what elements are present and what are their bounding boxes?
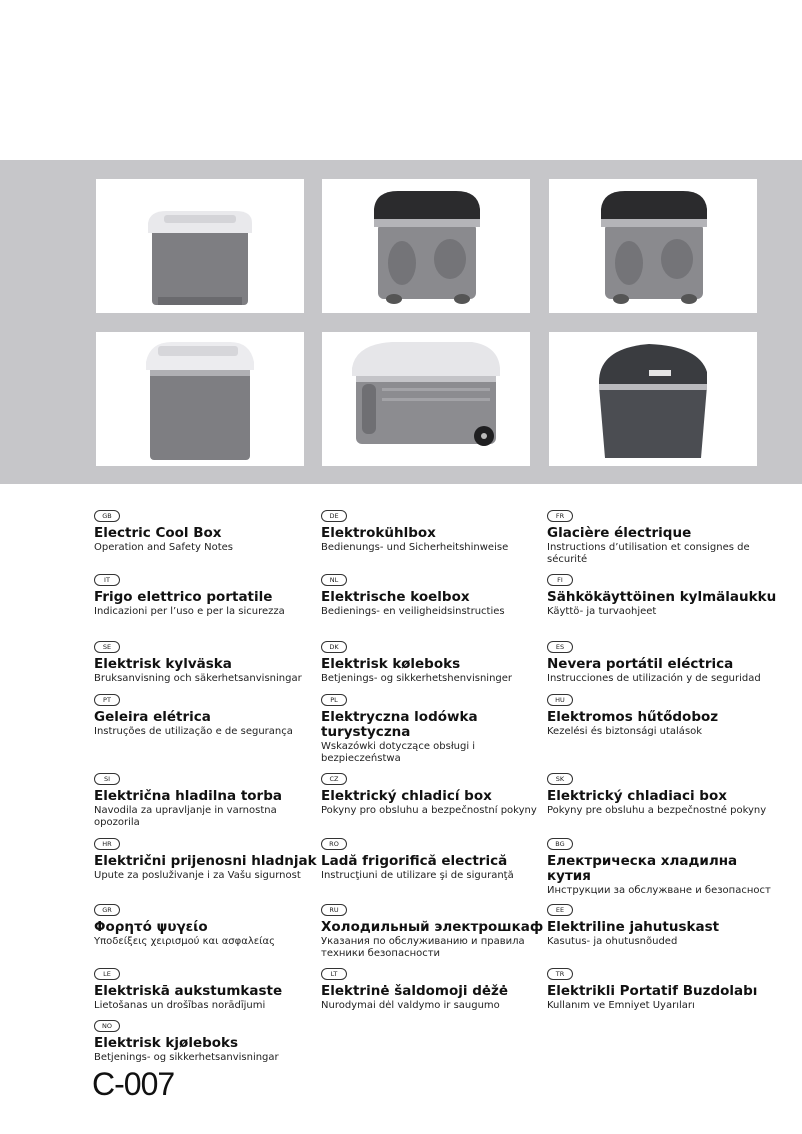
lang-title: Elektriline jahutuskast — [547, 919, 720, 935]
lang-subtitle: Lietošanas un drošības norādījumi — [94, 1000, 266, 1011]
lang-entry-se — [94, 634, 324, 685]
lang-title: Elektrisk kjøleboks — [94, 1035, 239, 1051]
lang-subtitle: Инструкции за обслужване и безопасност — [547, 885, 771, 896]
lang-badge: DE — [321, 510, 347, 522]
lang-badge: HU — [547, 694, 573, 706]
lang-subtitle: Instructions d’utilisation et consignes de sécurité — [547, 542, 750, 565]
lang-subtitle: Wskazówki dotyczące obsługi i bezpieczeństwa — [321, 741, 476, 764]
lang-entry-lv — [94, 961, 324, 1012]
lang-badge: LE — [94, 968, 120, 980]
lang-badge: GR — [94, 904, 120, 916]
lang-subtitle: Указания по обслуживанию и правила техники безопасности — [321, 936, 525, 959]
lang-title: Електрическа хладилна кутия — [547, 853, 738, 884]
lang-title: Elektryczna lodówka turystyczna — [321, 709, 478, 740]
lang-entry-gb — [94, 503, 324, 554]
lang-title: Elektrický chladicí box — [321, 788, 492, 804]
lang-subtitle: Pokyny pro obsluhu a bezpečnostní pokyny — [321, 805, 537, 816]
lang-entry-lt — [321, 961, 551, 1012]
lang-title: Ladă frigorifică electrică — [321, 853, 508, 869]
lang-badge: PT — [94, 694, 120, 706]
lang-subtitle: Bedienings- en veiligheidsinstructies — [321, 606, 505, 617]
lang-entry-tr — [547, 961, 777, 1012]
lang-title: Elektrikli Portatif Buzdolabı — [547, 983, 758, 999]
lang-title: Холодильный электрошкаф — [321, 919, 544, 935]
lang-title: Glacière électrique — [547, 525, 692, 541]
lang-entry-gr — [94, 897, 324, 948]
lang-badge: NO — [94, 1020, 120, 1032]
lang-badge: HR — [94, 838, 120, 850]
lang-subtitle: Bruksanvisning och säkerhetsanvisningar — [94, 673, 302, 684]
lang-badge: FR — [547, 510, 573, 522]
lang-title: Elektrokühlbox — [321, 525, 436, 541]
lang-title: Φορητό ψυγείο — [94, 919, 208, 935]
photo-cool-box-dark — [549, 332, 757, 466]
lang-subtitle: Betjenings- og sikkerhetsanvisningar — [94, 1052, 279, 1063]
lang-subtitle: Navodila za upravljanje in varnostna opozorila — [94, 805, 277, 828]
lang-title: Elektrisk kylväska — [94, 656, 232, 672]
lang-entry-si — [94, 766, 324, 829]
lang-subtitle: Nurodymai dėl valdymo ir saugumo — [321, 1000, 500, 1011]
lang-title: Elektromos hűtődoboz — [547, 709, 719, 725]
lang-subtitle: Operation and Safety Notes — [94, 542, 233, 553]
lang-badge: GB — [94, 510, 120, 522]
lang-subtitle: Kasutus- ja ohutusnõuded — [547, 936, 678, 947]
lang-title: Elektrische koelbox — [321, 589, 470, 605]
lang-entry-nl — [321, 567, 551, 618]
lang-title: Geleira elétrica — [94, 709, 211, 725]
lang-badge: EE — [547, 904, 573, 916]
lang-title: Elektrinė šaldomoji dėžė — [321, 983, 509, 999]
lang-entry-ee — [547, 897, 777, 948]
lang-entry-hu — [547, 687, 777, 738]
lang-subtitle: Instrucciones de utilización y de seguridad — [547, 673, 761, 684]
lang-badge: LT — [321, 968, 347, 980]
lang-entry-pt — [94, 687, 324, 738]
lang-entry-fi — [547, 567, 777, 618]
lang-title: Elektrisk køleboks — [321, 656, 461, 672]
photo-cool-box-white-lid-tall — [96, 332, 304, 466]
lang-entry-sk — [547, 766, 777, 817]
lang-entry-no — [94, 1013, 324, 1064]
lang-subtitle: Indicazioni per l’uso e per la sicurezza — [94, 606, 285, 617]
lang-subtitle: Upute za posluživanje i za Vašu sigurnost — [94, 870, 301, 881]
lang-entry-it — [94, 567, 324, 618]
lang-subtitle: Υποδείξεις χειρισμού και ασφαλείας — [94, 936, 275, 947]
lang-badge: SE — [94, 641, 120, 653]
lang-badge: ES — [547, 641, 573, 653]
lang-entry-es — [547, 634, 777, 685]
lang-subtitle: Instruções de utilização e de segurança — [94, 726, 293, 737]
lang-title: Elektriskā aukstumkaste — [94, 983, 283, 999]
lang-entry-pl — [321, 687, 551, 765]
lang-title: Sähkökäyttöinen kylmälaukku — [547, 589, 777, 605]
lang-entry-hr — [94, 831, 324, 882]
lang-entry-bg — [547, 831, 777, 897]
lang-subtitle: Instrucţiuni de utilizare şi de siguranţă — [321, 870, 514, 881]
lang-title: Electric Cool Box — [94, 525, 222, 541]
lang-badge: RU — [321, 904, 347, 916]
lang-badge: BG — [547, 838, 573, 850]
lang-title: Frigo elettrico portatile — [94, 589, 273, 605]
photo-cool-box-black-lid — [322, 179, 530, 313]
lang-badge: CZ — [321, 773, 347, 785]
photo-cool-box-white-lid — [96, 179, 304, 313]
lang-entry-ro — [321, 831, 551, 882]
lang-subtitle: Kezelési és biztonsági utalások — [547, 726, 703, 737]
lang-entry-dk — [321, 634, 551, 685]
lang-title: Elektrický chladiaci box — [547, 788, 727, 804]
lang-subtitle: Kullanım ve Emniyet Uyarıları — [547, 1000, 695, 1011]
lang-badge: SK — [547, 773, 573, 785]
lang-subtitle: Bedienungs- und Sicherheitshinweise — [321, 542, 509, 553]
lang-title: Električna hladilna torba — [94, 788, 282, 804]
lang-entry-cz — [321, 766, 551, 817]
lang-subtitle: Käyttö- ja turvaohjeet — [547, 606, 657, 617]
photo-cool-box-black-lid-alt — [549, 179, 757, 313]
lang-badge: RO — [321, 838, 347, 850]
lang-subtitle: Pokyny pre obsluhu a bezpečnostné pokyny — [547, 805, 767, 816]
lang-title: Električni prijenosni hladnjak — [94, 853, 317, 869]
lang-badge: TR — [547, 968, 573, 980]
lang-badge: NL — [321, 574, 347, 586]
model-code: C-007 — [92, 1066, 175, 1102]
lang-badge: SI — [94, 773, 120, 785]
photo-cool-box-wheeled — [322, 332, 530, 466]
lang-badge: PL — [321, 694, 347, 706]
lang-badge: FI — [547, 574, 573, 586]
lang-title: Nevera portátil eléctrica — [547, 656, 734, 672]
lang-entry-ru — [321, 897, 551, 960]
lang-badge: DK — [321, 641, 347, 653]
lang-entry-de — [321, 503, 551, 554]
lang-subtitle: Betjenings- og sikkerhetshenvisninger — [321, 673, 513, 684]
lang-badge: IT — [94, 574, 120, 586]
lang-entry-fr — [547, 503, 777, 566]
